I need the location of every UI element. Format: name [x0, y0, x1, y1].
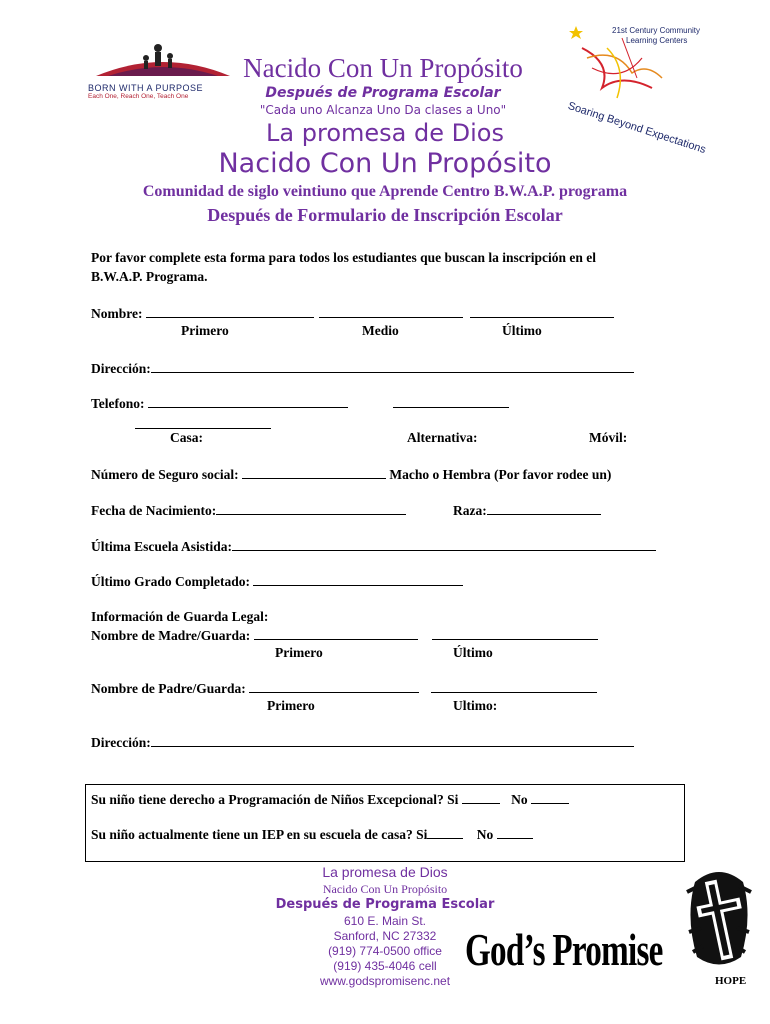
- ssn-row: [91, 466, 611, 483]
- gods-promise-logo-text: God’s Promise: [465, 924, 663, 975]
- dob-label: Fecha de Nacimiento:: [91, 503, 217, 518]
- exceptional-yes-field[interactable]: [462, 791, 500, 804]
- last-grade-field[interactable]: [253, 573, 463, 586]
- hope-label: HOPE: [715, 975, 747, 987]
- exceptional-question-row: [91, 791, 569, 808]
- name-last-field[interactable]: [470, 305, 614, 318]
- exceptional-question: Su niño tiene derecho a Programación de Niños Excepcional? Si: [91, 792, 459, 807]
- address-label: Dirección:: [91, 361, 151, 376]
- gender-label[interactable]: Macho o Hembra (Por favor rodee un): [389, 467, 612, 482]
- phone-alt-caption: Alternativa:: [407, 430, 478, 445]
- dob-row: [91, 502, 406, 519]
- father-first-field[interactable]: [249, 680, 419, 693]
- last-school-field[interactable]: [232, 538, 656, 551]
- footer-office: (919) 774-0500 office: [328, 944, 442, 958]
- name-middle-caption: Medio: [362, 323, 399, 338]
- special-ed-box: [85, 784, 685, 862]
- footer-promise: La promesa de Dios: [322, 864, 448, 880]
- mother-label: Nombre de Madre/Guarda:: [91, 628, 251, 643]
- footer-web: www.godspromisenc.net: [319, 974, 451, 988]
- iep-question: Su niño actualmente tiene un IEP en su escuela de casa? Si: [91, 827, 428, 842]
- address2-row: [91, 734, 634, 751]
- father-label: Nombre de Padre/Guarda:: [91, 681, 246, 696]
- header-motto: "Cada uno Alcanza Uno Da clases a Uno": [259, 103, 507, 117]
- exceptional-no-label: No: [511, 792, 528, 807]
- mother-first-caption: Primero: [275, 645, 323, 660]
- iep-question-row: [91, 826, 533, 843]
- bwap-logo-title: BORN WITH A PURPOSE: [88, 83, 204, 93]
- last-grade-label: Último Grado Completado:: [91, 574, 250, 589]
- ssn-field[interactable]: [242, 466, 386, 479]
- father-first-caption: Primero: [267, 698, 315, 713]
- mother-last-caption: Último: [453, 645, 493, 660]
- race-field[interactable]: [487, 502, 601, 515]
- address2-field[interactable]: [151, 734, 634, 747]
- mother-last-field[interactable]: [432, 627, 598, 640]
- name-last-caption: Último: [502, 323, 542, 338]
- ssn-label: Número de Seguro social:: [91, 467, 239, 482]
- phone-mobile-field[interactable]: [135, 416, 271, 429]
- iep-yes-field[interactable]: [427, 826, 463, 839]
- footer-program: Después de Programa Escolar: [275, 897, 495, 912]
- guardian-info-label: Información de Guarda Legal:: [91, 609, 269, 624]
- instructions-line2: B.W.A.P. Programa.: [91, 269, 208, 284]
- bwap-logo-graphic: [88, 28, 238, 78]
- address-row: [91, 360, 634, 377]
- footer-city: Sanford, NC 27332: [333, 929, 437, 943]
- 21cclc-logo-line2: Learning Centers: [626, 36, 688, 45]
- last-school-label: Última Escuela Asistida:: [91, 539, 233, 554]
- name-first-caption: Primero: [181, 323, 229, 338]
- race-row: [453, 502, 601, 519]
- 21cclc-logo: [562, 18, 712, 157]
- phone-home-field[interactable]: [148, 395, 348, 408]
- father-last-caption: Ultimo:: [453, 698, 498, 713]
- cross-crown-icon: [683, 862, 755, 987]
- address-field[interactable]: [151, 360, 634, 373]
- name-middle-field[interactable]: [319, 305, 463, 318]
- name-first-field[interactable]: [146, 305, 314, 318]
- last-grade-row: [91, 573, 463, 590]
- heading-born: Nacido Con Un Propósito: [218, 148, 552, 179]
- father-row: [91, 680, 597, 697]
- address2-label: Dirección:: [91, 735, 151, 750]
- footer-born: Nacido Con Un Propósito: [322, 882, 448, 896]
- 21cclc-logo-arc: Soaring Beyond Expectations: [566, 100, 708, 157]
- phone-label: Telefono:: [91, 396, 145, 411]
- heading-promise: La promesa de Dios: [266, 119, 504, 147]
- last-school-row: [91, 538, 656, 555]
- footer-street: 610 E. Main St.: [343, 914, 427, 928]
- race-label: Raza:: [453, 503, 487, 518]
- iep-no-label: No: [476, 827, 494, 842]
- mother-row: [91, 627, 598, 644]
- header-title: Nacido Con Un Propósito: [243, 53, 523, 83]
- header-subtitle: Después de Programa Escolar: [265, 85, 501, 101]
- phone-mobile-caption: Móvil:: [589, 430, 628, 445]
- father-last-field[interactable]: [431, 680, 597, 693]
- 21cclc-logo-line1: 21st Century Community: [612, 26, 701, 35]
- cross-crown-graphic: [683, 862, 755, 987]
- name-row: [91, 305, 614, 322]
- heading-community: Comunidad de siglo veintiuno que Aprende Centro B.W.A.P. programa: [142, 183, 628, 200]
- mother-first-field[interactable]: [254, 627, 418, 640]
- instructions-line1: Por favor complete esta forma para todos los estudiantes que buscan la inscripción en el: [91, 250, 596, 265]
- heading-form-title: Después de Formulario de Inscripción Escolar: [207, 205, 563, 225]
- phone-home-caption: Casa:: [170, 430, 203, 445]
- bwap-logo: [88, 28, 238, 100]
- footer-cell: (919) 435-4046 cell: [333, 959, 437, 973]
- dob-field[interactable]: [216, 502, 406, 515]
- iep-no-field[interactable]: [497, 826, 533, 839]
- exceptional-no-field[interactable]: [531, 791, 569, 804]
- phone-alt-field[interactable]: [393, 395, 509, 408]
- name-label: Nombre:: [91, 306, 143, 321]
- phone-row: [91, 395, 509, 412]
- bwap-logo-tagline: Each One, Reach One, Teach One: [88, 93, 189, 100]
